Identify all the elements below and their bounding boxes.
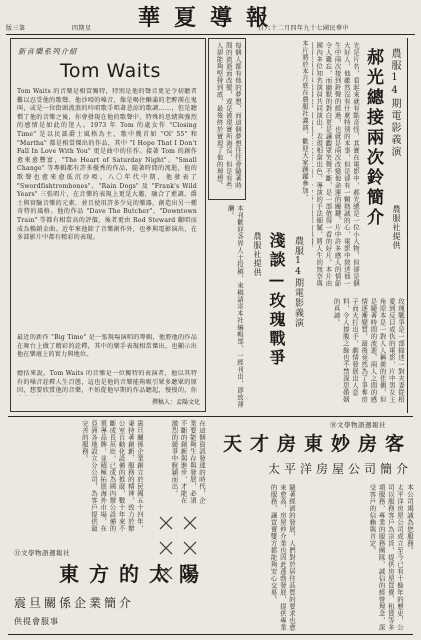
realestate-note: 本公司竭誠為您服務。 (406, 484, 414, 554)
bottom-rule (8, 634, 413, 635)
east-headline: 東方的太陽 (59, 562, 209, 586)
masthead-title: 華夏導報 (137, 5, 282, 31)
film-headline: 郝光總接兩次鈴簡介 (363, 48, 383, 228)
film-provider: 農服社提供 (392, 205, 401, 250)
lower-left-body: 震旦關係企業創立於民國五十四年，秉持著創新、服務的精神，致力於辦公室自動化設備的推廣，數十年來不斷成長茁壯，已成為國內辦公設備的領導品牌，並積極拓展海外市場，在亞洲各地設立分公司，為客戶提供最完善的服務。 (80, 420, 144, 532)
film-body: 光是片名，看起來就有點奇怪，其實在電影中，郝光總是一位小人物，但卻是個大好人，他雖然沒有什麼特別的本事，但是卻有一顆熱誠的心，電影中敘述他一生中兩次接到鈴聲的經過，也就是兩次改變他命運的關鍵，片中許多感人的情節令人難忘，而幽默的對白更是讓觀眾笑聲不斷，是一部值得一看的好片。本片由國內多位知名演員共同演出，表現相當出色，導演的手法細膩，將人生的無奈與 (315, 42, 360, 287)
east-series: ⑪文學物語週報社 (14, 549, 70, 557)
article-byline: 撰稿人：孟陽文化 (151, 399, 200, 406)
realestate-body: 太平洋房屋公司成立至今已有十餘年的歷史，公司以服務客戶為宗旨，提供房屋買賣、租賃等多項服務，專業的服務團隊，誠信的經營理念，深受客戶的信賴與肯定。 (368, 484, 404, 631)
rose-body-left: 本刊歡迎各界人士投稿，來稿請寄本社編輯部，一經刊出，即致薄酬。 (226, 205, 244, 408)
article-body: Tom Waits 的音樂是相當獨特，特別是他的聲音更是令初聽者難以忍受他的歌聲。他沙啞的嗓音，像是喝住酗滿的老醉漢在鬼叫，或是一位街頭流浪的吟唱歌手唱著悲涼的歌調……，但是聽慣了他的音樂之後，你會發現在他的歌聲中，特殊的思緒與強烈的感情是如此的迷人。1973 年 Tom 的處女作 "Closing Time" 是以民謠爵士風格為主，歌中幾首如 "Ol' 55" 和 "Martha" 都是相當傑出的作品，其中 "I Hope That I Don't Fall In Love With You" 更是曲中的佳作。接著 Tom 的創作愈來愈豐富，"The Heart of Saturday Night"、"Small Change" 等專輯都有許多優秀的作品，隨著時間的流逝，他的歌聲也愈來愈低沉沙啞。八〇年代中期，他發表了 "Swordfishtrombones"、"Rain Dogs" 及 "Frank's Wild Years" 三張唱片，在音樂的表現上更是大膽，融合了藍調、爵士與實驗音樂的元素，並且使用許多少見的樂器，創造出另一種奇特的風格。他的作品 "Dave The Butcher"、"Downtown Train" 等都有相當高的評價，後者更由 Rod Steward 翻唱而成為暢銷金曲。近年來他除了音樂創作外，也參與電影演出，在多部影片中都有精彩的表現。 (17, 88, 197, 242)
realestate-headline: 天才房東妙房客 (222, 433, 412, 455)
article-title: Tom Waits (60, 60, 161, 82)
section-divider (8, 416, 413, 417)
lower-mid-body: 在這個資訊發達的時代，企業要能夠生存與發展，必須不斷的創新與進步，才能在激烈的競爭中脫穎而出。 (170, 420, 206, 504)
right-margin-rule (407, 38, 408, 413)
rose-headline: 淺談—玫瑰戰爭 (267, 232, 286, 368)
realestate-series: ⑩文學物語週報社 (330, 421, 386, 429)
film-body-left: 本片將於本月底在農服社義演，歡迎大家踴躍參加。 (301, 40, 309, 201)
narrow-column-text: 每個人都有他的夢想，而這個夢想往往會隨著時間的流逝而改變，或是被現實所淹沒，但是有些人卻能夠堅持到底，最後終於實現了他的理想。 (215, 42, 242, 189)
east-provider: 供提會服事 (14, 617, 59, 626)
rose-provider: 農服社提供 (253, 232, 262, 277)
page-number: 版三第 (6, 25, 26, 32)
realestate-subtitle: 太平洋房屋公司簡介 (267, 462, 412, 476)
rose-series: 農服14期電影義演 (293, 236, 303, 328)
rose-body: 玫瑰戰爭是一部描述一對夫妻從相愛到反目成仇的電影，片中男女主角原本是一對人人稱羨的佳偶，但是隨著時間的流逝，兩人之間的感情逐漸變質，最後竟然為了爭奪房子而大打出手，劇情發展出人意料，令人捧腹之餘也不禁深思婚姻的真諦。 (332, 298, 405, 403)
east-subtitle: 震旦關係企業簡介 (14, 596, 135, 610)
weekday: 四期星 (72, 25, 92, 32)
film-series: 農服14期電影義演 (389, 48, 400, 158)
masthead-rule (6, 34, 415, 35)
issue-date: 日六十二月四年九十七國民華中 (258, 25, 350, 32)
realestate-body-2: 隨著經濟的發展，人們對於居住品質的要求也愈來愈高，房屋仲介業也因此蓬勃發展，提供專業的服務，讓買賣雙方都能夠安心交易。 (269, 484, 296, 631)
series-label: 新音樂系列介紹 (18, 47, 78, 56)
article-body-3: 總括來說，Tom Waits 的音樂是一位獨特的表演者，他以其特有的嗓音詮釋人生百態，這也是他的音樂能夠吸引眾多聽眾的原因，想要欣賞他的音樂，不妨從他早期的作品聽起，慢慢的，你 (17, 370, 197, 395)
article-body-2: 最近的新作 "Big Time" 是一張現場演唱的專輯，他將他的作品在舞台上做了精彩的詮釋，其中的樂手表現相當傑出，也顯示出他在樂壇上的實力與地位。 (17, 334, 197, 359)
